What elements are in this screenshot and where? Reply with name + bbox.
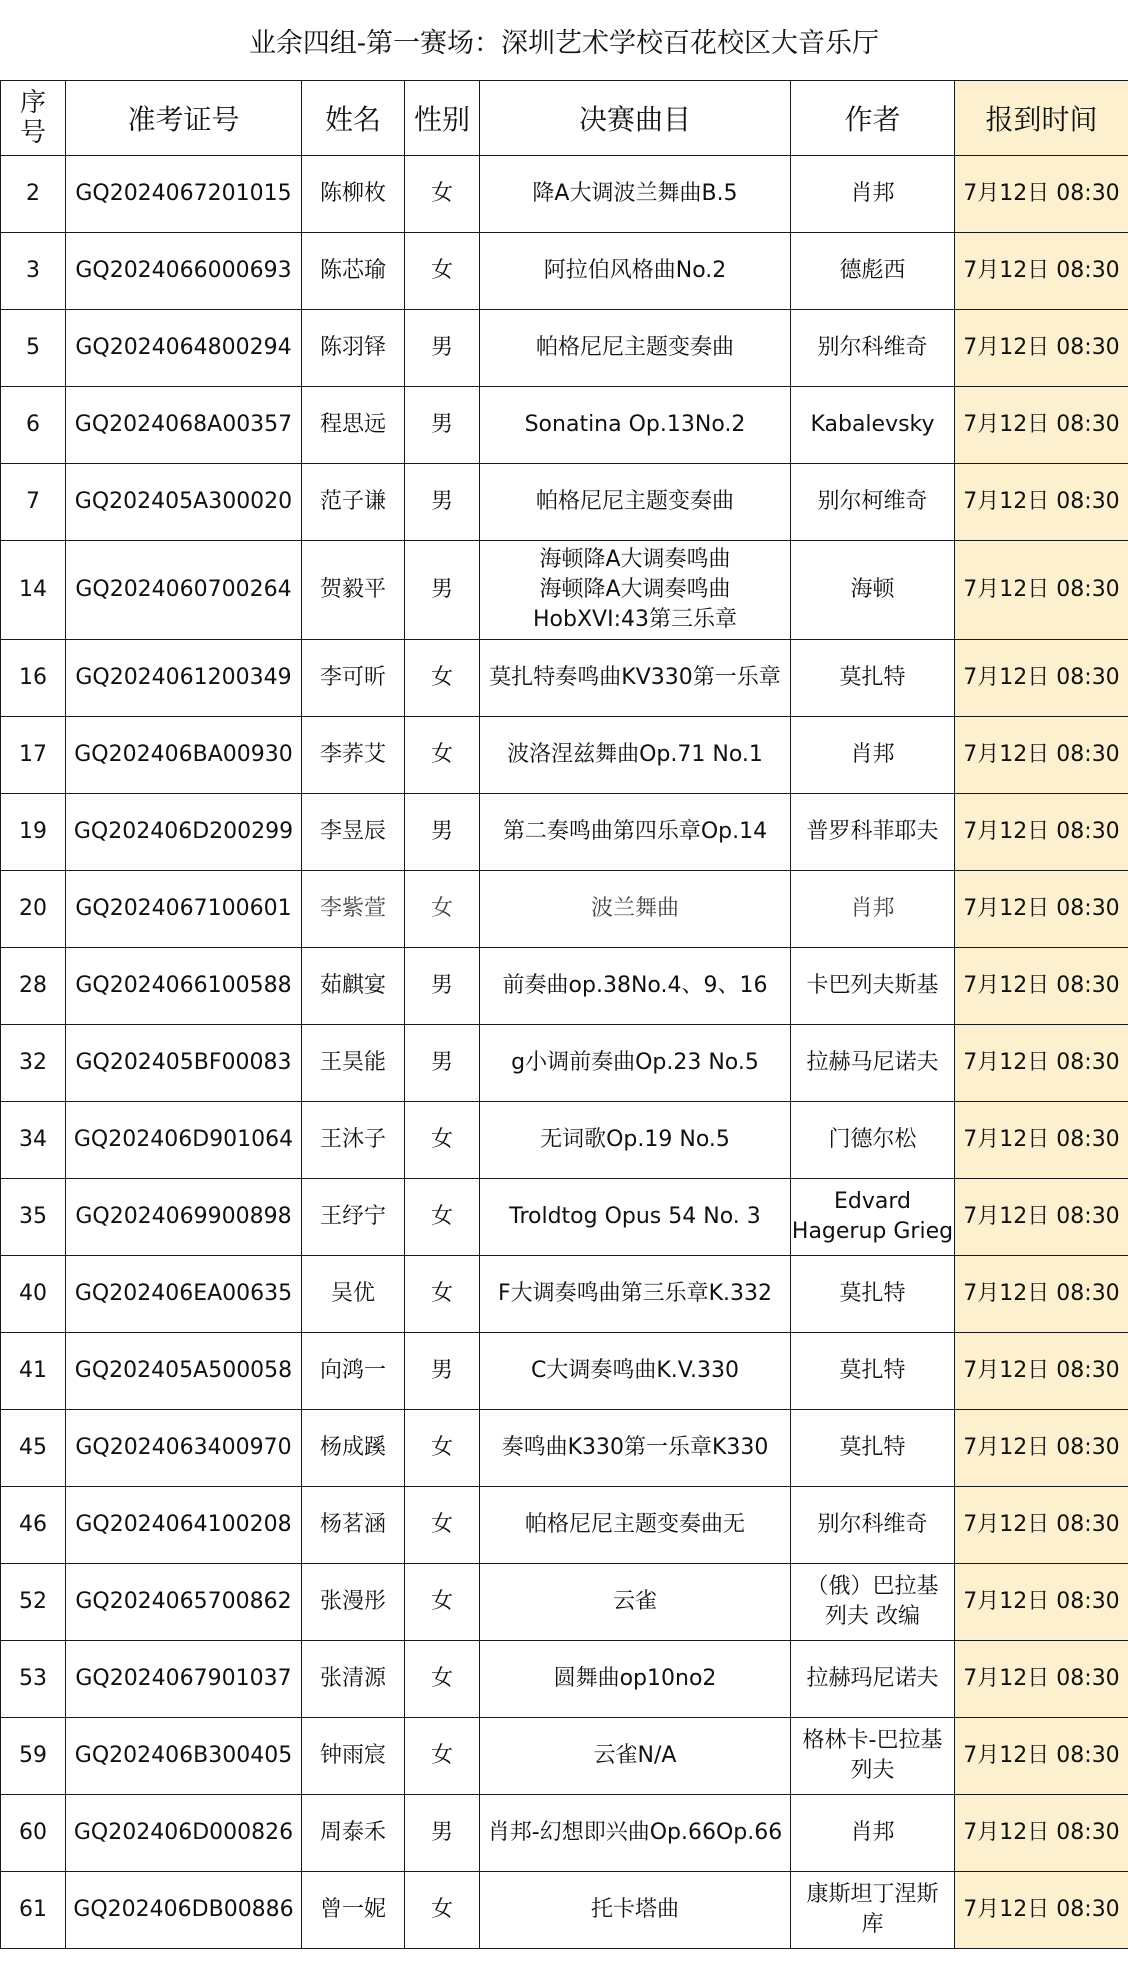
cell-seq: 16: [1, 640, 66, 717]
cell-piece: 帕格尼尼主题变奏曲: [480, 310, 791, 387]
cell-composer: 肖邦: [791, 1795, 955, 1872]
cell-time: 7月12日 08:30: [955, 794, 1128, 871]
cell-name: 茹麒宴: [302, 948, 405, 1025]
cell-name: 程思远: [302, 387, 405, 464]
cell-piece: Sonatina Op.13No.2: [480, 387, 791, 464]
cell-ticket: GQ2024065700862: [66, 1564, 302, 1641]
cell-gender: 男: [405, 541, 480, 640]
table-row: [1, 310, 1128, 387]
cell-ticket: GQ202405A300020: [66, 464, 302, 541]
cell-seq: 2: [1, 156, 66, 233]
cell-time: 7月12日 08:30: [955, 1641, 1128, 1718]
header-ticket: 准考证号: [66, 81, 302, 156]
cell-name: 吴优: [302, 1256, 405, 1333]
cell-ticket: GQ202406D000826: [66, 1795, 302, 1872]
cell-ticket: GQ2024067201015: [66, 156, 302, 233]
cell-piece: 第二奏鸣曲第四乐章Op.14: [480, 794, 791, 871]
cell-composer: 康斯坦丁涅斯 库: [791, 1872, 955, 1949]
cell-composer: 肖邦: [791, 156, 955, 233]
cell-piece: 波兰舞曲: [480, 871, 791, 948]
cell-ticket: GQ2024064800294: [66, 310, 302, 387]
cell-composer: Kabalevsky: [791, 387, 955, 464]
cell-seq: 41: [1, 1333, 66, 1410]
cell-name: 李荞艾: [302, 717, 405, 794]
cell-name: 王纾宁: [302, 1179, 405, 1256]
cell-gender: 女: [405, 233, 480, 310]
cell-gender: 女: [405, 156, 480, 233]
cell-seq: 5: [1, 310, 66, 387]
cell-ticket: GQ202405A500058: [66, 1333, 302, 1410]
cell-composer: 格林卡-巴拉基 列夫: [791, 1718, 955, 1795]
cell-gender: 男: [405, 1333, 480, 1410]
cell-name: 王昊能: [302, 1025, 405, 1102]
cell-ticket: GQ2024060700264: [66, 541, 302, 640]
cell-piece: 云雀N/A: [480, 1718, 791, 1795]
cell-piece: 降A大调波兰舞曲B.5: [480, 156, 791, 233]
cell-gender: 女: [405, 1256, 480, 1333]
cell-gender: 男: [405, 1025, 480, 1102]
cell-composer: 莫扎特: [791, 1333, 955, 1410]
cell-composer: 肖邦: [791, 717, 955, 794]
cell-seq: 34: [1, 1102, 66, 1179]
cell-gender: 男: [405, 464, 480, 541]
cell-composer: 拉赫玛尼诺夫: [791, 1641, 955, 1718]
cell-ticket: GQ202406EA00635: [66, 1256, 302, 1333]
cell-time: 7月12日 08:30: [955, 1410, 1128, 1487]
cell-time: 7月12日 08:30: [955, 387, 1128, 464]
cell-piece: 海顿降A大调奏鸣曲 海顿降A大调奏鸣曲 HobXVI:43第三乐章: [480, 541, 791, 640]
cell-seq: 35: [1, 1179, 66, 1256]
cell-gender: 女: [405, 871, 480, 948]
cell-name: 陈芯瑜: [302, 233, 405, 310]
cell-time: 7月12日 08:30: [955, 233, 1128, 310]
cell-gender: 男: [405, 387, 480, 464]
cell-time: 7月12日 08:30: [955, 156, 1128, 233]
table-row: [1, 794, 1128, 871]
cell-ticket: GQ2024066100588: [66, 948, 302, 1025]
cell-ticket: GQ2024066000693: [66, 233, 302, 310]
cell-seq: 61: [1, 1872, 66, 1949]
cell-ticket: GQ202406D200299: [66, 794, 302, 871]
cell-name: 贺毅平: [302, 541, 405, 640]
cell-time: 7月12日 08:30: [955, 1179, 1128, 1256]
cell-piece: 波洛涅兹舞曲Op.71 No.1: [480, 717, 791, 794]
cell-time: 7月12日 08:30: [955, 1025, 1128, 1102]
cell-time: 7月12日 08:30: [955, 1256, 1128, 1333]
table-row: [1, 1333, 1128, 1410]
cell-time: 7月12日 08:30: [955, 310, 1128, 387]
cell-piece: C大调奏鸣曲K.V.330: [480, 1333, 791, 1410]
table-row: [1, 1102, 1128, 1179]
header-gender: 性别: [405, 81, 480, 156]
cell-ticket: GQ2024067100601: [66, 871, 302, 948]
table-row: [1, 717, 1128, 794]
header-composer: 作者: [791, 81, 955, 156]
table-row: [1, 1487, 1128, 1564]
cell-ticket: GQ2024069900898: [66, 1179, 302, 1256]
cell-ticket: GQ2024067901037: [66, 1641, 302, 1718]
cell-seq: 40: [1, 1256, 66, 1333]
cell-seq: 6: [1, 387, 66, 464]
table-row: [1, 233, 1128, 310]
cell-name: 陈羽铎: [302, 310, 405, 387]
cell-composer: 肖邦: [791, 871, 955, 948]
cell-composer: 莫扎特: [791, 640, 955, 717]
cell-ticket: GQ202406DB00886: [66, 1872, 302, 1949]
header-time: 报到时间: [955, 81, 1128, 156]
table-row: [1, 1179, 1128, 1256]
cell-seq: 3: [1, 233, 66, 310]
cell-name: 张漫彤: [302, 1564, 405, 1641]
table-row: [1, 464, 1128, 541]
cell-time: 7月12日 08:30: [955, 541, 1128, 640]
cell-time: 7月12日 08:30: [955, 1718, 1128, 1795]
cell-name: 周泰禾: [302, 1795, 405, 1872]
cell-piece: 无词歌Op.19 No.5: [480, 1102, 791, 1179]
cell-composer: 别尔科维奇: [791, 310, 955, 387]
cell-time: 7月12日 08:30: [955, 1872, 1128, 1949]
cell-name: 杨成蹊: [302, 1410, 405, 1487]
cell-ticket: GQ2024063400970: [66, 1410, 302, 1487]
cell-seq: 28: [1, 948, 66, 1025]
cell-name: 王沐子: [302, 1102, 405, 1179]
cell-name: 陈柳枚: [302, 156, 405, 233]
table-row: [1, 541, 1128, 640]
table-row: [1, 1410, 1128, 1487]
table-row: [1, 1025, 1128, 1102]
cell-piece: 肖邦-幻想即兴曲Op.66Op.66: [480, 1795, 791, 1872]
cell-composer: 别尔柯维奇: [791, 464, 955, 541]
cell-gender: 男: [405, 1795, 480, 1872]
cell-seq: 17: [1, 717, 66, 794]
table-row: [1, 1256, 1128, 1333]
cell-gender: 男: [405, 310, 480, 387]
cell-composer: 普罗科菲耶夫: [791, 794, 955, 871]
cell-gender: 女: [405, 1872, 480, 1949]
cell-gender: 男: [405, 794, 480, 871]
cell-composer: （俄）巴拉基 列夫 改编: [791, 1564, 955, 1641]
cell-ticket: GQ2024061200349: [66, 640, 302, 717]
cell-name: 李可昕: [302, 640, 405, 717]
cell-name: 向鸿一: [302, 1333, 405, 1410]
cell-seq: 7: [1, 464, 66, 541]
cell-time: 7月12日 08:30: [955, 1333, 1128, 1410]
cell-time: 7月12日 08:30: [955, 948, 1128, 1025]
cell-piece: 托卡塔曲: [480, 1872, 791, 1949]
cell-gender: 女: [405, 1718, 480, 1795]
table-row: [1, 948, 1128, 1025]
cell-piece: 莫扎特奏鸣曲KV330第一乐章: [480, 640, 791, 717]
cell-time: 7月12日 08:30: [955, 1487, 1128, 1564]
page-title: 业余四组-第一赛场：深圳艺术学校百花校区大音乐厅: [0, 0, 1128, 81]
cell-ticket: GQ202406D901064: [66, 1102, 302, 1179]
cell-seq: 45: [1, 1410, 66, 1487]
header-name: 姓名: [302, 81, 405, 156]
cell-time: 7月12日 08:30: [955, 717, 1128, 794]
cell-composer: 德彪西: [791, 233, 955, 310]
cell-gender: 女: [405, 1641, 480, 1718]
cell-gender: 女: [405, 717, 480, 794]
cell-composer: 莫扎特: [791, 1256, 955, 1333]
cell-time: 7月12日 08:30: [955, 1564, 1128, 1641]
table-row: [1, 156, 1128, 233]
cell-ticket: GQ202405BF00083: [66, 1025, 302, 1102]
cell-ticket: GQ2024064100208: [66, 1487, 302, 1564]
cell-name: 李紫萱: [302, 871, 405, 948]
cell-seq: 46: [1, 1487, 66, 1564]
cell-gender: 女: [405, 640, 480, 717]
cell-seq: 60: [1, 1795, 66, 1872]
cell-name: 李昱辰: [302, 794, 405, 871]
cell-time: 7月12日 08:30: [955, 1795, 1128, 1872]
cell-piece: g小调前奏曲Op.23 No.5: [480, 1025, 791, 1102]
cell-ticket: GQ202406BA00930: [66, 717, 302, 794]
cell-name: 杨茗涵: [302, 1487, 405, 1564]
header-piece: 决赛曲目: [480, 81, 791, 156]
cell-seq: 52: [1, 1564, 66, 1641]
table-row: [1, 871, 1128, 948]
cell-gender: 女: [405, 1102, 480, 1179]
cell-ticket: GQ202406B300405: [66, 1718, 302, 1795]
table-row: [1, 387, 1128, 464]
cell-gender: 女: [405, 1564, 480, 1641]
cell-name: 钟雨宸: [302, 1718, 405, 1795]
cell-seq: 32: [1, 1025, 66, 1102]
cell-name: 范子谦: [302, 464, 405, 541]
table-row: [1, 1718, 1128, 1795]
cell-composer: 拉赫马尼诺夫: [791, 1025, 955, 1102]
table-row: [1, 1795, 1128, 1872]
cell-composer: 海顿: [791, 541, 955, 640]
table-row: [1, 1564, 1128, 1641]
cell-name: 张清源: [302, 1641, 405, 1718]
cell-piece: F大调奏鸣曲第三乐章K.332: [480, 1256, 791, 1333]
cell-seq: 19: [1, 794, 66, 871]
cell-composer: Edvard Hagerup Grieg: [791, 1179, 955, 1256]
cell-piece: 前奏曲op.38No.4、9、16: [480, 948, 791, 1025]
schedule-table: [0, 80, 1128, 1949]
cell-gender: 男: [405, 948, 480, 1025]
cell-composer: 门德尔松: [791, 1102, 955, 1179]
cell-seq: 53: [1, 1641, 66, 1718]
table-row: [1, 1641, 1128, 1718]
cell-piece: 云雀: [480, 1564, 791, 1641]
cell-seq: 14: [1, 541, 66, 640]
cell-piece: 奏鸣曲K330第一乐章K330: [480, 1410, 791, 1487]
cell-piece: 圆舞曲op10no2: [480, 1641, 791, 1718]
cell-composer: 别尔科维奇: [791, 1487, 955, 1564]
cell-time: 7月12日 08:30: [955, 464, 1128, 541]
cell-seq: 20: [1, 871, 66, 948]
cell-piece: Troldtog Opus 54 No. 3: [480, 1179, 791, 1256]
cell-seq: 59: [1, 1718, 66, 1795]
cell-composer: 卡巴列夫斯基: [791, 948, 955, 1025]
cell-composer: 莫扎特: [791, 1410, 955, 1487]
cell-piece: 帕格尼尼主题变奏曲: [480, 464, 791, 541]
cell-gender: 女: [405, 1179, 480, 1256]
cell-gender: 女: [405, 1487, 480, 1564]
cell-time: 7月12日 08:30: [955, 1102, 1128, 1179]
header-row: [1, 81, 1128, 156]
cell-gender: 女: [405, 1410, 480, 1487]
cell-time: 7月12日 08:30: [955, 640, 1128, 717]
header-seq: 序 号: [1, 81, 66, 156]
cell-ticket: GQ2024068A00357: [66, 387, 302, 464]
cell-name: 曾一妮: [302, 1872, 405, 1949]
table-row: [1, 640, 1128, 717]
table-row: [1, 1872, 1128, 1949]
cell-time: 7月12日 08:30: [955, 871, 1128, 948]
cell-piece: 帕格尼尼主题变奏曲无: [480, 1487, 791, 1564]
cell-piece: 阿拉伯风格曲No.2: [480, 233, 791, 310]
